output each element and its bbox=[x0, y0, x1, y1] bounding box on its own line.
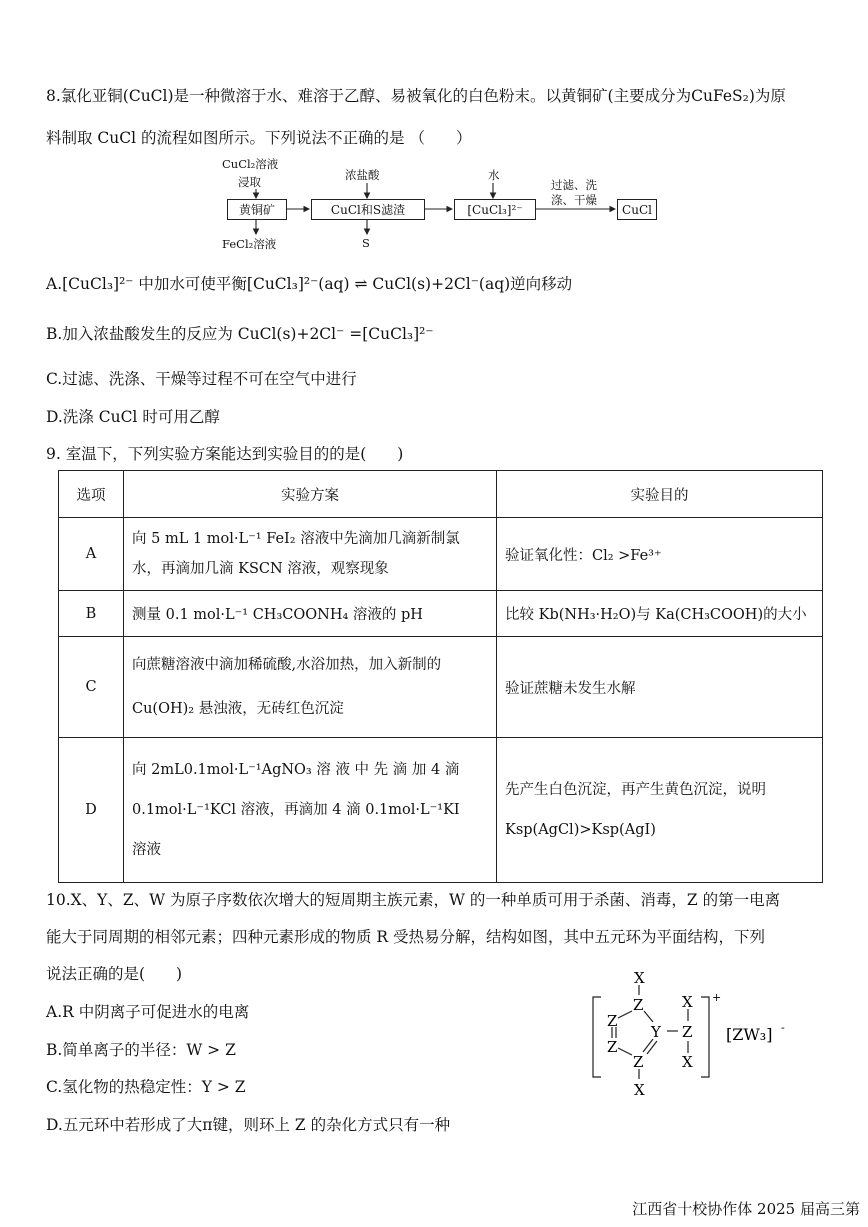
q8-option-d: D.洗涤 CuCl 时可用乙醇 bbox=[46, 408, 220, 426]
row-purpose bbox=[497, 738, 823, 883]
anion-charge: - bbox=[781, 1021, 785, 1034]
header-plan: 实验方案 bbox=[124, 471, 497, 518]
q8-option-a: A.[CuCl₃]²⁻ 中加水可使平衡[CuCl₃]²⁻(aq) ⇌ CuCl(s)+2Cl⁻(aq)逆向移动 bbox=[46, 275, 573, 293]
row-option: D bbox=[59, 738, 124, 883]
flow-box-cucl3-complex: [CuCl₃]²⁻ bbox=[454, 199, 536, 220]
flow-output-s: S bbox=[362, 236, 370, 250]
plan-line: 0.1mol·L⁻¹KCl 溶液，再滴加 4 滴 0.1mol·L⁻¹KI bbox=[132, 802, 460, 818]
q8-option-c: C.过滤、洗涤、干燥等过程不可在空气中进行 bbox=[46, 370, 357, 388]
q10-option-b: B.简单离子的半径：W > Z bbox=[46, 1041, 236, 1059]
row-option: B bbox=[59, 591, 124, 637]
row-plan bbox=[124, 637, 497, 738]
flow-reagent1-line1: CuCl₂溶液 bbox=[222, 157, 279, 171]
q8-option-b: B.加入浓盐酸发生的反应为 CuCl(s)+2Cl⁻ =[CuCl₃]²⁻ bbox=[46, 325, 434, 343]
plan-line: Cu(OH)₂ 悬浊液，无砖红色沉淀 bbox=[132, 701, 344, 717]
row-plan: 测量 0.1 mol·L⁻¹ CH₃COONH₄ 溶液的 pH bbox=[124, 591, 497, 637]
row-option: C bbox=[59, 637, 124, 738]
table-row bbox=[59, 591, 823, 637]
flow-box-cucl: CuCl bbox=[617, 199, 657, 220]
plan-line: 溶液 bbox=[132, 842, 161, 858]
atom-z-top: Z bbox=[633, 996, 644, 1014]
atom-z-left-top: Z bbox=[607, 1012, 618, 1030]
flow-step4-line2: 涤、干燥 bbox=[551, 193, 597, 207]
row-purpose: 比较 Kb(NH₃·H₂O)与 Ka(CH₃COOH)的大小 bbox=[497, 591, 823, 637]
flow-reagent3: 水 bbox=[488, 168, 500, 182]
row-purpose: 验证氧化性：Cl₂ >Fe³⁺ bbox=[497, 518, 823, 591]
atom-y: Y bbox=[651, 1023, 661, 1041]
plan-line: 水，再滴加几滴 KSCN 溶液，观察现象 bbox=[132, 561, 389, 577]
table-row bbox=[59, 637, 823, 738]
atom-z-bottom: Z bbox=[633, 1053, 644, 1071]
q10-option-c: C.氢化物的热稳定性：Y > Z bbox=[46, 1078, 246, 1096]
cation-charge: + bbox=[712, 991, 722, 1004]
header-purpose: 实验目的 bbox=[497, 471, 823, 518]
atom-x-bottom: X bbox=[634, 1081, 645, 1099]
purpose-line: 先产生白色沉淀，再产生黄色沉淀，说明 bbox=[505, 782, 766, 798]
page-footer: 江西省十校协作体 2025 届高三第 bbox=[632, 1200, 860, 1218]
plan-line: 向 5 mL 1 mol·L⁻¹ FeI₂ 溶液中先滴加几滴新制氯 bbox=[132, 531, 460, 547]
row-purpose: 验证蔗糖未发生水解 bbox=[497, 637, 823, 738]
q10-stem-line3: 说法正确的是( ) bbox=[46, 965, 183, 983]
anion-formula: [ZW₃] bbox=[726, 1025, 773, 1044]
flow-box-cucl-s-residue: CuCl和S滤渣 bbox=[311, 199, 425, 220]
flow-reagent1-line2: 浸取 bbox=[238, 175, 261, 189]
plan-line: 向 2mL0.1mol·L⁻¹AgNO₃ 溶 液 中 先 滴 加 4 滴 bbox=[132, 762, 460, 778]
table-row bbox=[59, 738, 823, 883]
atom-x-right-bottom: X bbox=[682, 1053, 693, 1071]
q9-stem: 9. 室温下，下列实验方案能达到实验目的的是( ) bbox=[46, 445, 404, 463]
flow-arrows bbox=[0, 0, 868, 260]
purpose-line: Ksp(AgCl)>Ksp(AgI) bbox=[505, 822, 656, 838]
flow-box-chalcopyrite: 黄铜矿 bbox=[227, 199, 287, 220]
q8-stem-line1: 8.氯化亚铜(CuCl)是一种微溶于水、难溶于乙醇、易被氧化的白色粉末。以黄铜矿(主要成分为CuFeS₂)为原 bbox=[46, 87, 786, 105]
flow-step4-line1: 过滤、洗 bbox=[551, 178, 597, 192]
plan-line: 向蔗糖溶液中滴加稀硫酸,水浴加热，加入新制的 bbox=[132, 657, 442, 673]
row-plan bbox=[124, 738, 497, 883]
q10-option-d: D.五元环中若形成了大π键，则环上 Z 的杂化方式只有一种 bbox=[46, 1116, 451, 1134]
q10-option-a: A.R 中阴离子可促进水的电离 bbox=[46, 1003, 250, 1021]
row-option: A bbox=[59, 518, 124, 591]
q10-stem-line2: 能大于同周期的相邻元素；四种元素形成的物质 R 受热易分解，结构如图，其中五元环为平面结构，下列 bbox=[46, 928, 766, 946]
row-plan bbox=[124, 518, 497, 591]
q10-stem-line1: 10.X、Y、Z、W 为原子序数依次增大的短周期主族元素，W 的一种单质可用于杀菌、消毒，Z 的第一电离 bbox=[46, 891, 781, 909]
q8-stem-line2: 料制取 CuCl 的流程如图所示。下列说法不正确的是 （ ） bbox=[46, 129, 472, 147]
atom-x-top: X bbox=[634, 969, 645, 987]
atom-z-right: Z bbox=[682, 1023, 693, 1041]
atom-z-left-bottom: Z bbox=[607, 1038, 618, 1056]
q10-structure-diagram bbox=[585, 965, 815, 1105]
atom-x-right-top: X bbox=[682, 993, 693, 1011]
header-option: 选项 bbox=[59, 471, 124, 518]
q9-table bbox=[58, 470, 823, 883]
table-row bbox=[59, 518, 823, 591]
table-header-row bbox=[59, 471, 823, 518]
flow-output-fecl2: FeCl₂溶液 bbox=[222, 237, 277, 251]
flow-reagent2: 浓盐酸 bbox=[345, 168, 380, 182]
